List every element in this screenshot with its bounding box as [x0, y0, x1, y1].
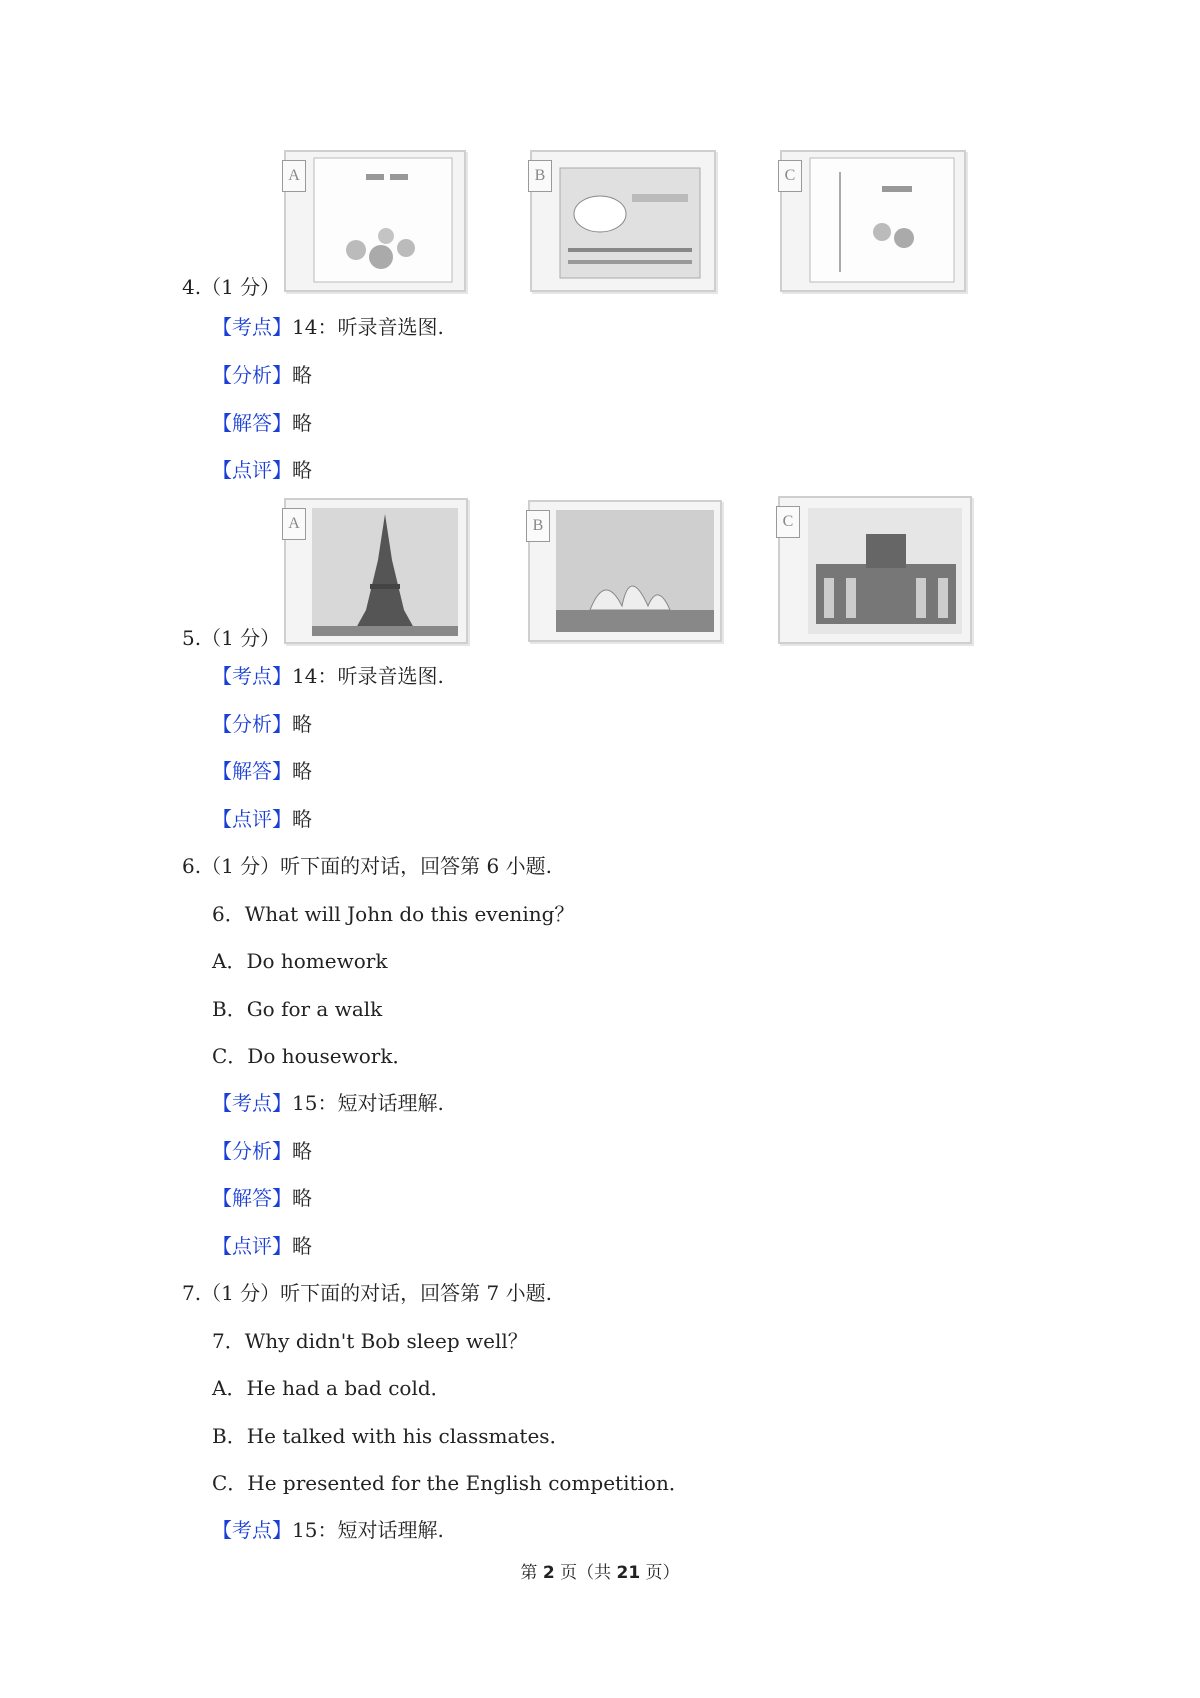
page-total: 21: [616, 1563, 641, 1583]
book-cover-icon: [286, 152, 464, 290]
q7-option-c: C．He presented for the English competition．: [212, 1471, 689, 1495]
q4-fenxi: 【分析】略: [212, 363, 312, 387]
page-footer: 第 2 页（共 21 页）: [520, 1563, 680, 1583]
q5-option-a-image[interactable]: [284, 498, 468, 644]
eiffel-tower-icon: [286, 500, 466, 642]
q6-option-a: A．Do homework: [212, 949, 388, 973]
option-tag: C: [776, 506, 800, 538]
q5-jieda: 【解答】略: [212, 759, 312, 783]
q7-head: 7.（1 分）听下面的对话，回答第 7 小题.: [182, 1281, 552, 1305]
option-tag: B: [528, 160, 552, 192]
option-tag: A: [282, 508, 306, 540]
q6-head: 6.（1 分）听下面的对话，回答第 6 小题.: [182, 854, 552, 878]
q6-kaodian: 【考点】15：短对话理解.: [212, 1091, 444, 1115]
q7-question: 7．Why didn't Bob sleep well？: [212, 1329, 528, 1353]
q6-jieda: 【解答】略: [212, 1186, 312, 1210]
option-tag: B: [526, 510, 550, 542]
q4-kaodian: 【考点】14：听录音选图.: [212, 315, 444, 339]
q5-dianping: 【点评】略: [212, 807, 312, 831]
palace-building-icon: [780, 498, 970, 642]
q6-option-c: C．Do housework．: [212, 1044, 413, 1068]
option-tag: C: [778, 160, 802, 192]
q5-option-b-image[interactable]: [528, 500, 722, 642]
q7-option-a: A．He had a bad cold．: [212, 1376, 451, 1400]
q4-option-b-image[interactable]: [530, 150, 716, 292]
q5-fenxi: 【分析】略: [212, 712, 312, 736]
q4-option-c-image[interactable]: [780, 150, 966, 292]
q6-dianping: 【点评】略: [212, 1234, 312, 1258]
q5-option-c-image[interactable]: [778, 496, 972, 644]
q5-head: 5.（1 分）: [182, 626, 281, 650]
q6-option-b: B．Go for a walk: [212, 997, 383, 1021]
q7-kaodian: 【考点】15：短对话理解.: [212, 1518, 444, 1542]
q7-option-b: B．He talked with his classmates．: [212, 1424, 570, 1448]
q6-fenxi: 【分析】略: [212, 1139, 312, 1163]
q4-dianping: 【点评】略: [212, 458, 312, 482]
book-cover-icon: [782, 152, 964, 290]
opera-house-icon: [530, 502, 720, 640]
poster-icon: [532, 152, 714, 290]
q5-kaodian: 【考点】14：听录音选图.: [212, 664, 444, 688]
q4-head: 4.（1 分）: [182, 275, 281, 299]
q6-question: 6．What will John do this evening？: [212, 902, 575, 926]
page-number: 2: [542, 1563, 555, 1583]
q4-option-a-image[interactable]: [284, 150, 466, 292]
option-tag: A: [282, 160, 306, 192]
q4-jieda: 【解答】略: [212, 411, 312, 435]
